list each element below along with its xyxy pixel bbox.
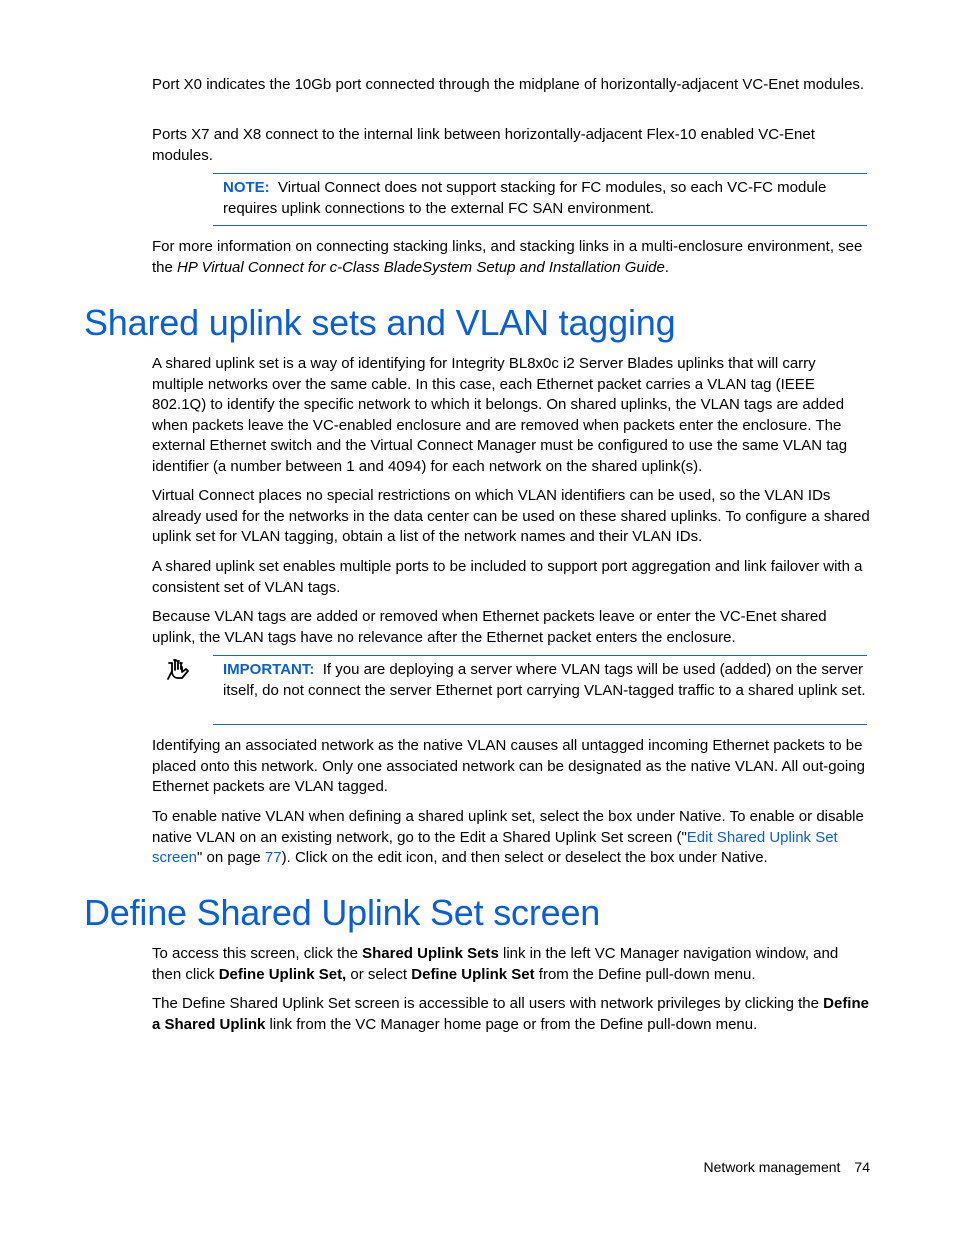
page-footer [703,1157,870,1178]
paragraph-shared-uplink-definition: A shared uplink set is a way of identifying for Integrity BL8x0c i2 Server Blades uplinks that will carry multiple networks over the same cable. In this case, each Ethernet packet carries a VLAN tag (IEEE 802.1Q) to identify the specific network to which it belongs. On shared uplinks, the VLAN tags are added when packets leave the VC-enabled enclosure and are removed when packets enter the enclosure. The external Ethernet switch and the Virtual Connect Manager must be configured to use the same VLAN tag identifier (a number between 1 and 4094) for each network on the shared uplink(s). [152,355,848,475]
heading-shared-uplink-sets: Shared uplink sets and VLAN tagging [84,302,676,343]
shared-uplink-sets-bold: Shared Uplink Sets [362,945,499,962]
native-vlan-text-b: " on page [197,849,265,866]
paragraph-port-aggregation: A shared uplink set enables multiple ports to be included to support port aggregation and link failover with a consistent set of VLAN tags. [152,558,863,596]
access-text-c: link in the left VC Manager navigation window, and then click [152,945,839,983]
paragraph-ports-x7-x8: Ports X7 and X8 connect to the internal link between horizontally-adjacent Flex-10 enabled VC-Enet modules. [152,126,815,164]
paragraph-vlan-relevance: Because VLAN tags are added or removed when Ethernet packets leave or enter the VC-Enet shared uplink, the VLAN tags have no relevance after the Ethernet packet enters the enclosure. [152,608,827,646]
heading-define-shared-uplink: Define Shared Uplink Set screen [84,892,601,933]
paragraph-enable-native-vlan [152,807,870,869]
page-77-link[interactable]: 77 [264,849,282,866]
important-hand-icon [165,657,191,683]
define-uplink-set-bold-1: Define Uplink Set, [218,965,347,983]
important-label: IMPORTANT: [223,661,315,678]
accessible-text-a: The Define Shared Uplink Set screen is accessible to all users with network privileges by clicking the [152,995,824,1012]
note-label: NOTE: [223,179,270,196]
note-body: Virtual Connect does not support stacking for FC modules, so each VC-FC module requires uplink connections to the external FC SAN environment. [223,179,827,217]
more-info-text: For more information on connecting stacking links, and stacking links in a multi-enclosure environment, see the [152,238,863,276]
paragraph-port-x0: Port X0 indicates the 10Gb port connected through the midplane of horizontally-adjacent VC-Enet modules. [152,76,865,93]
paragraph-more-info [152,237,870,278]
important-box [213,655,867,725]
access-text-d: or select [346,965,412,983]
edit-shared-uplink-link[interactable]: Edit Shared Uplink Set screen [152,828,838,866]
important-text [223,660,867,701]
footer-section: Network management [703,1159,841,1175]
paragraph-access-screen [152,944,870,985]
note-text [223,178,867,219]
page-number: 74 [854,1159,870,1175]
more-info-end: . [664,258,669,276]
access-text-a: To access this screen, click the [152,945,363,962]
paragraph-vlan-identifiers: Virtual Connect places no special restrictions on which VLAN identifiers can be used, so the VLAN IDs already used for the networks in the data center can be used on these shared uplinks. To configure a shared uplink set for VLAN tagging, obtain a list of the network names and their VLAN IDs. [152,487,870,545]
note-box [213,173,867,226]
define-shared-uplink-bold: Define a Shared Uplink [152,995,869,1033]
guide-title: HP Virtual Connect for c-Class BladeSystem Setup and Installation Guide [177,258,665,276]
native-vlan-text-a: To enable native VLAN when defining a shared uplink set, select the box under Native. To enable or disable native VLAN on an existing network, go to the Edit a Shared Uplink Set screen (" [152,808,864,846]
native-vlan-text-c: ). Click on the edit icon, and then select or deselect the box under Native. [281,849,768,866]
define-uplink-set-bold-2: Define Uplink Set [411,965,535,983]
access-text-e: from the Define pull-down menu. [534,965,756,983]
paragraph-accessible [152,994,870,1035]
paragraph-native-vlan: Identifying an associated network as the native VLAN causes all untagged incoming Ethernet packets to be placed onto this network. Only one associated network can be designated as the native VLAN. All out-going Ethernet packets are VLAN tagged. [152,737,865,795]
accessible-text-c: link from the VC Manager home page or from the Define pull-down menu. [265,1015,758,1033]
important-body: If you are deploying a server where VLAN tags will be used (added) on the server itself, do not connect the server Ethernet port carrying VLAN-tagged traffic to a shared uplink set. [223,661,866,699]
